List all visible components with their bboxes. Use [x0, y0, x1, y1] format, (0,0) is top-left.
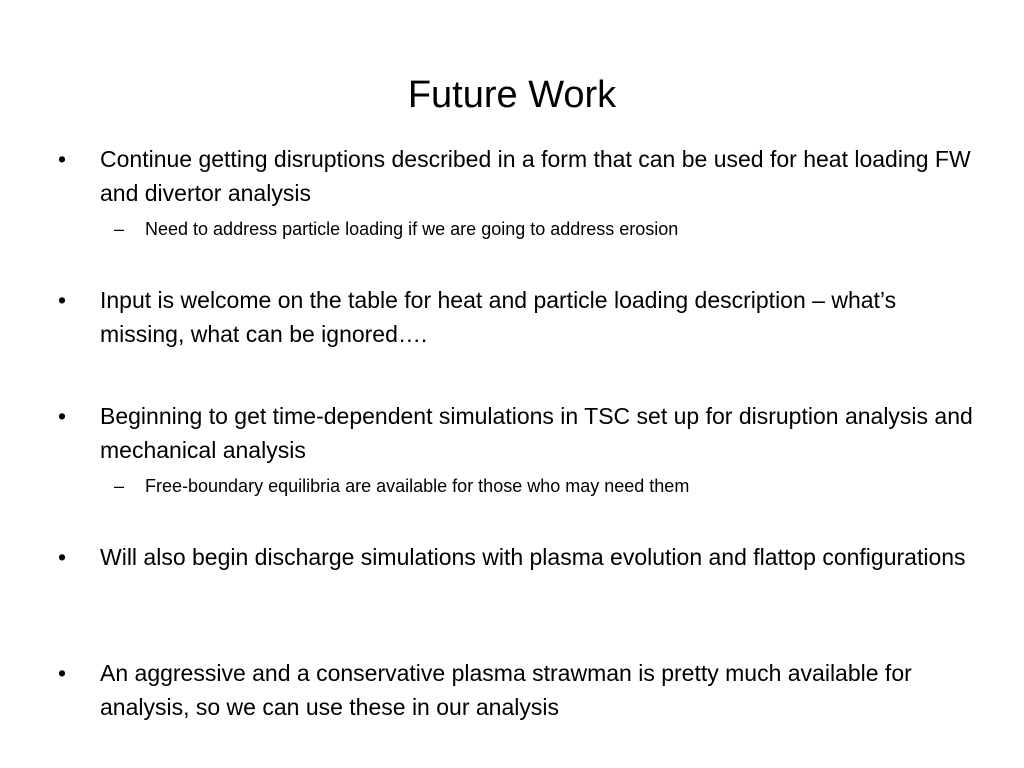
sub-bullet-text: Free-boundary equilibria are available for those who may need them — [145, 476, 690, 496]
bullet-marker: • — [58, 403, 67, 429]
bullet-marker: • — [58, 146, 67, 172]
sub-bullet-marker: – — [114, 476, 125, 496]
bullet-text: Continue getting disruptions described in a form that can be used for heat loading FW and divertor analysis — [100, 146, 971, 206]
sub-bullet-text: Need to address particle loading if we are going to address erosion — [145, 219, 679, 239]
slide-title: Future Work — [407, 74, 617, 116]
bullet-item — [58, 656, 980, 724]
bullet-text: An aggressive and a conservative plasma strawman is pretty much available for analysis, so we can use these in our analysis — [100, 660, 912, 720]
sub-bullet-item — [114, 473, 985, 499]
sub-bullet-marker: – — [114, 219, 125, 239]
bullet-marker: • — [58, 660, 67, 686]
bullet-text: Beginning to get time-dependent simulations in TSC set up for disruption analysis and mechanical analysis — [100, 403, 973, 463]
bullet-item — [58, 142, 980, 210]
bullet-text: Input is welcome on the table for heat and particle loading description – what’s missing, what can be ignored…. — [100, 287, 897, 347]
bullet-item — [58, 540, 980, 574]
bullet-item — [58, 399, 980, 467]
bullet-marker: • — [58, 287, 67, 313]
sub-bullet-item — [114, 216, 985, 242]
bullet-item — [58, 283, 980, 351]
bullet-marker: • — [58, 544, 67, 570]
bullet-text: Will also begin discharge simulations with plasma evolution and flattop configurations — [100, 544, 966, 570]
